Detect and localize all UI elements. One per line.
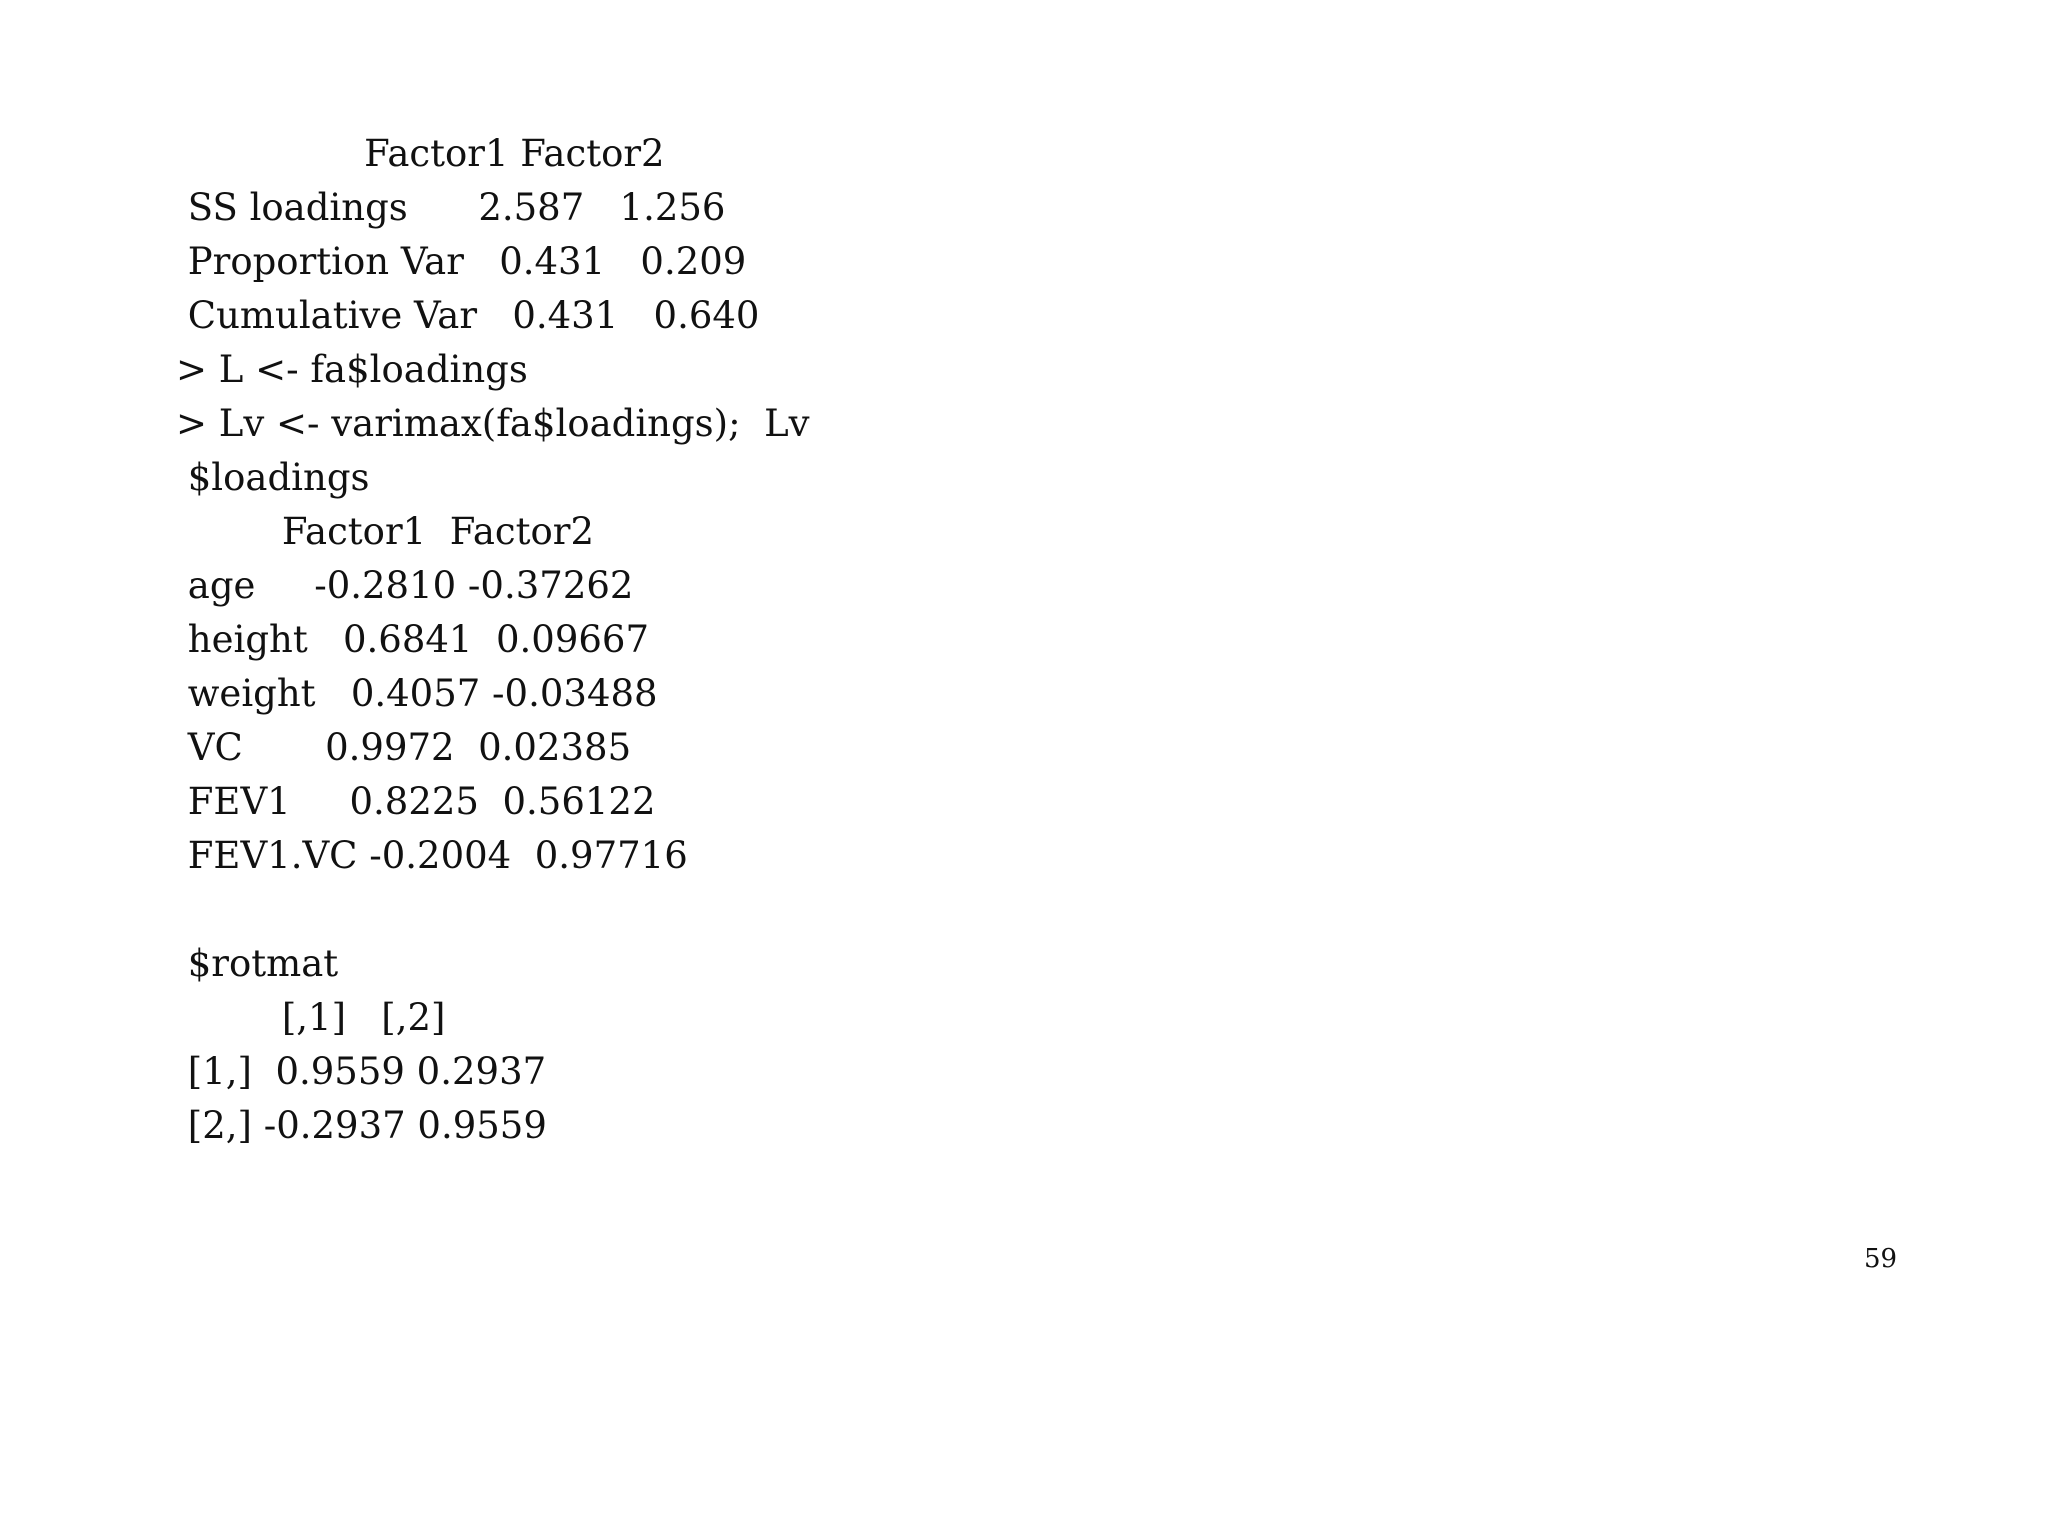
r-console-output xyxy=(176,127,810,1153)
loadings-column-header: Factor1 Factor2 xyxy=(176,510,595,553)
loadings-row-fev1-vc: FEV1.VC -0.2004 0.97716 xyxy=(176,834,688,877)
page-number: 59 xyxy=(1864,1244,1898,1274)
command-line-loadings: > L <- fa$loadings xyxy=(176,348,528,391)
rotmat-heading: $rotmat xyxy=(176,942,339,985)
rotmat-column-header: [,1] [,2] xyxy=(176,996,446,1039)
loadings-row-weight: weight 0.4057 -0.03488 xyxy=(176,672,658,715)
command-line-varimax: > Lv <- varimax(fa$loadings); Lv xyxy=(176,402,810,445)
rotmat-row-2: [2,] -0.2937 0.9559 xyxy=(176,1104,547,1147)
loadings-row-age: age -0.2810 -0.37262 xyxy=(176,564,634,607)
rotmat-row-1: [1,] 0.9559 0.2937 xyxy=(176,1050,547,1093)
blank-line xyxy=(176,883,810,937)
loadings-row-fev1: FEV1 0.8225 0.56122 xyxy=(176,780,656,823)
cumulative-var-line: Cumulative Var 0.431 0.640 xyxy=(176,294,760,337)
ss-loadings-line: SS loadings 2.587 1.256 xyxy=(176,186,726,229)
loadings-row-height: height 0.6841 0.09667 xyxy=(176,618,649,661)
loadings-row-vc: VC 0.9972 0.02385 xyxy=(176,726,632,769)
proportion-var-line: Proportion Var 0.431 0.209 xyxy=(176,240,747,283)
factor-header-line: Factor1 Factor2 xyxy=(176,132,665,175)
loadings-heading: $loadings xyxy=(176,456,370,499)
